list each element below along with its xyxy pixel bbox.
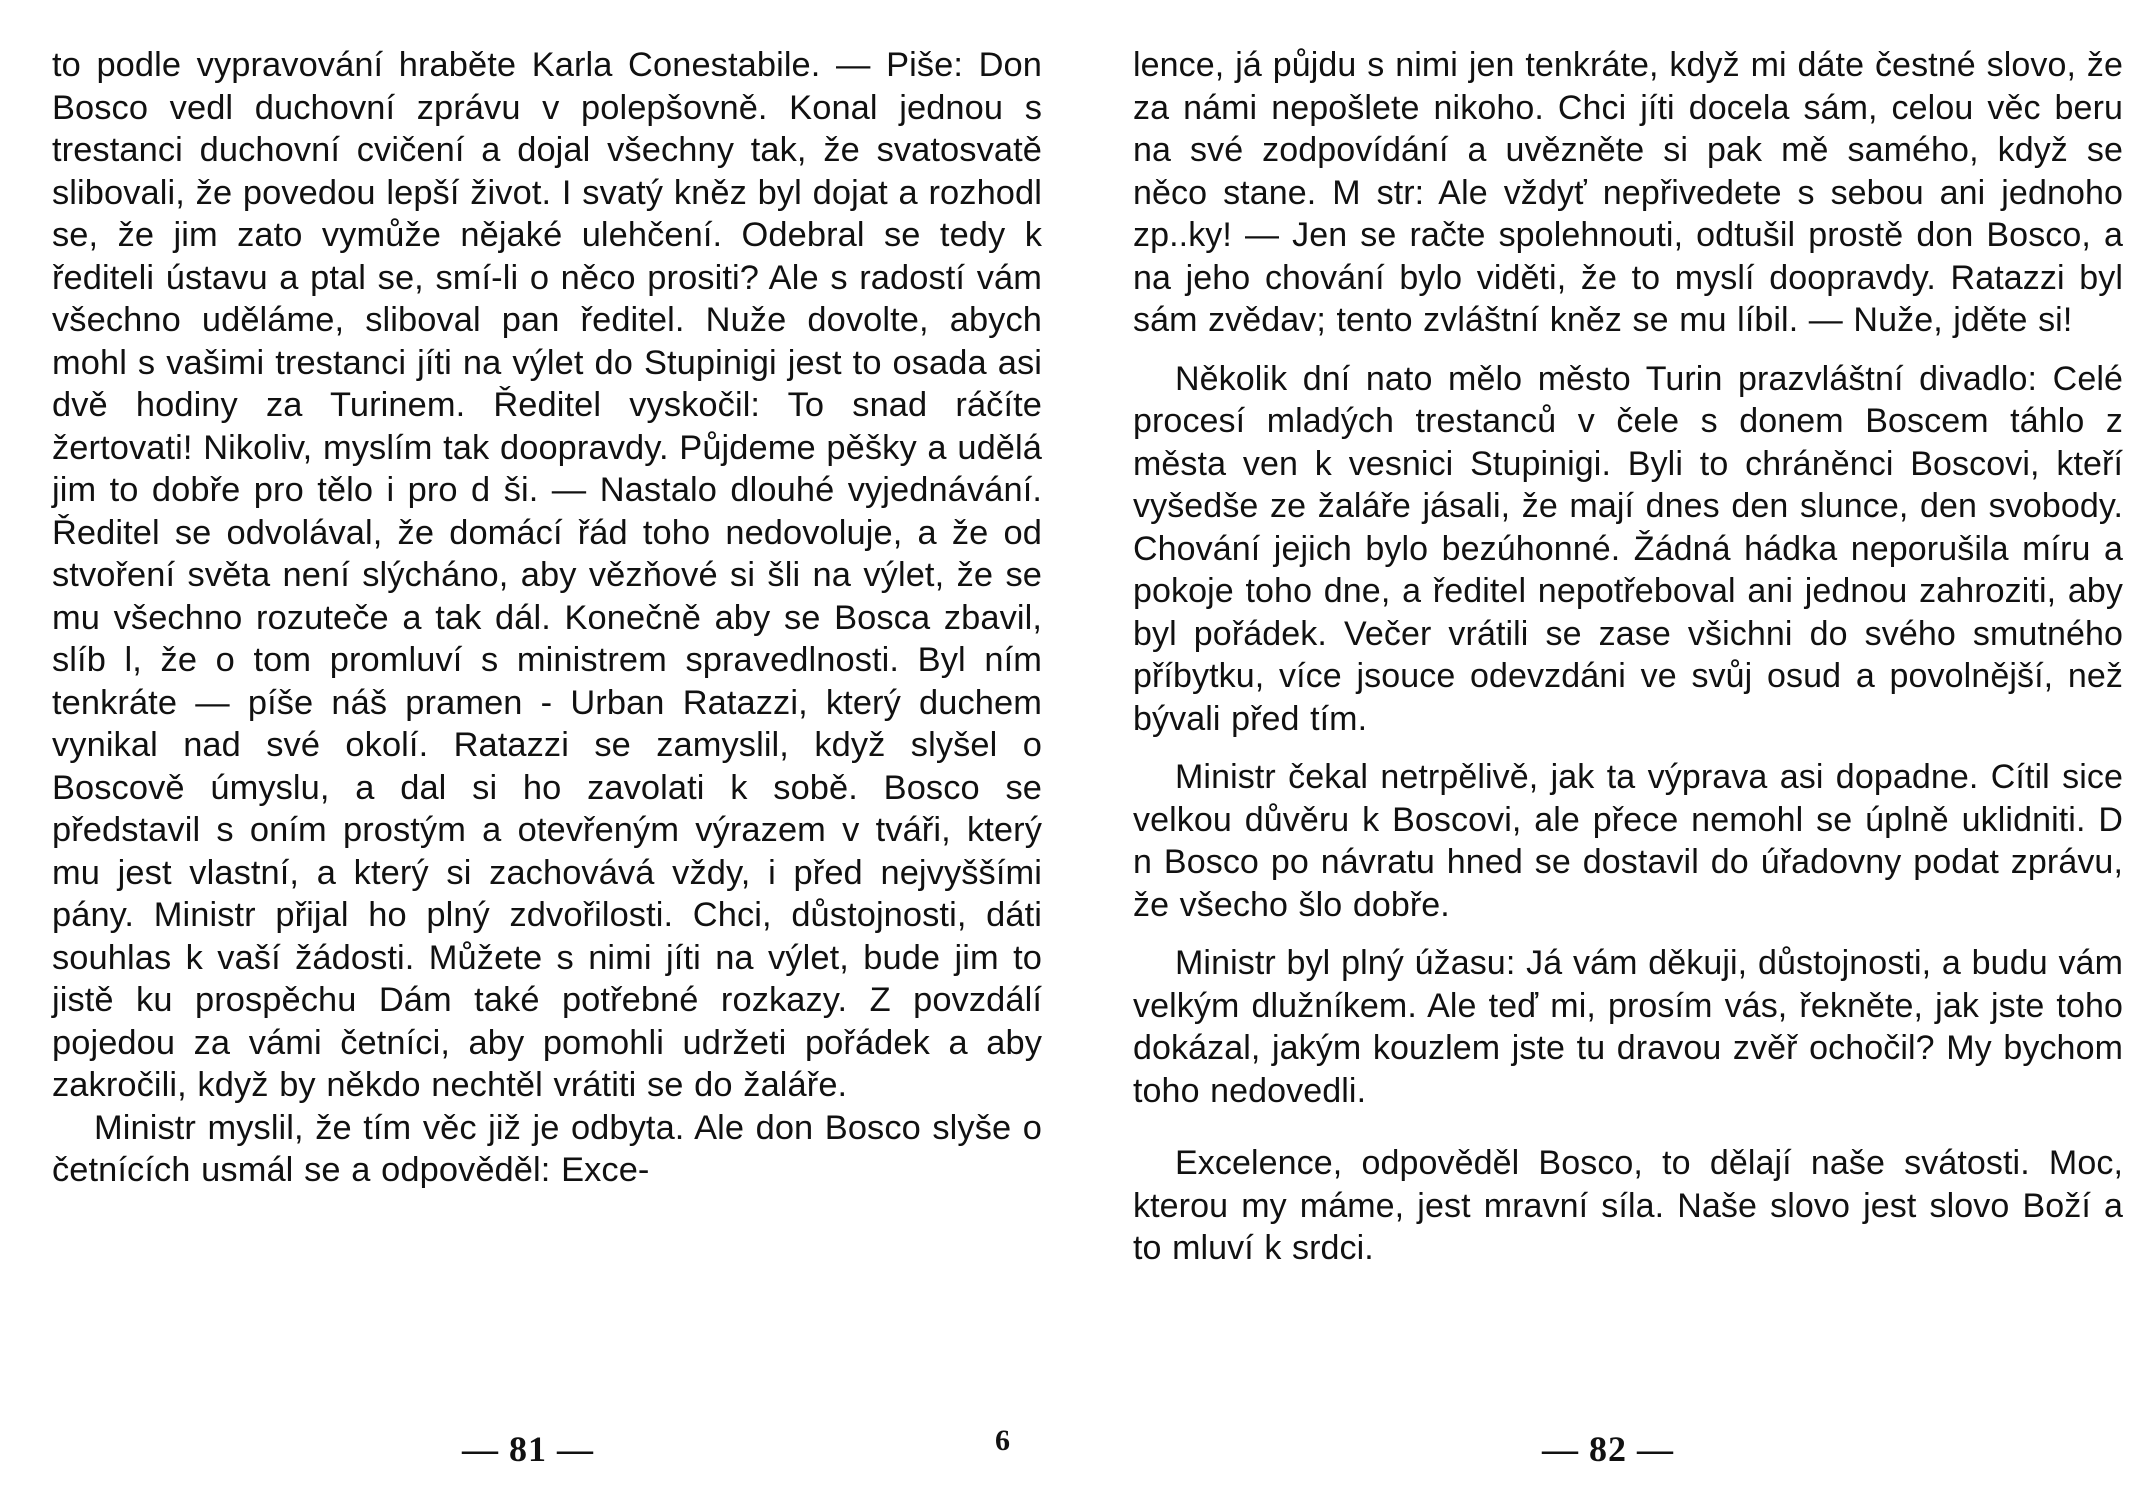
left-page [52, 44, 1042, 1344]
page-number-left: — 81 — [462, 1429, 594, 1469]
right-paragraph-2: Několik dní nato mělo město Turin prazvláštní divadlo: Celé procesí mladých trestanců v čele s donem Boscem táhlo z města ven k vesnici Stupinigi. Byli to chráněnci Boscovi, kteří vyšedše ze žaláře jásali, že mají dnes den slunce, den svobody. Chování jejich bylo bezúhonné. Žádná hádka neporušila míru a pokoje toho dne, a ředitel nepotřeboval ani jednou zahroziti, aby byl pořádek. Večer vrátili se zase všichni do svého smutného příbytku, více jsouce odevzdáni ve svůj osud a povolnější, než bývali před tím. [1133, 359, 2123, 738]
right-paragraph-3: Ministr čekal netrpělivě, jak ta výprava asi dopadne. Cítil sice velkou důvěru k Boscovi, ale přece nemohl se úplně uklidniti. D n Bosco po návratu hned se dostavil do úřadovny podat zprávu, že všecho šlo dobře. [1133, 758, 2123, 924]
right-paragraph-4: Ministr byl plný úžasu: Já vám děkuji, důstojnosti, a budu vám velkým dlužníkem. Ale teď mi, prosím vás, řekněte, jak jste toho dokázal, jakým kouzlem jste tu dravou zvěř ochočil? My bychom toho nedovedli. [1133, 944, 2123, 1110]
right-paragraph-5: Excelence, odpověděl Bosco, to dělají naše svátosti. Moc, kterou my máme, jest mravní síla. Naše slovo jest slovo Boží a to mluví k srdci. [1133, 1144, 2123, 1267]
signature-mark: 6 [995, 1424, 1010, 1457]
left-paragraph-1: to podle vypravování hraběte Karla Conestabile. — Piše: Don Bosco vedl duchovní zprávu v polepšovně. Konal jednou s trestanci duchovní cvičení a dojal všechny tak, že svatosvatě slibovali, že povedou lepší život. I svatý kněz byl dojat a rozhodl se, že jim zato vymůže nějaké ulehčení. Odebral se tedy k řediteli ústavu a ptal se, smí-li o něco prositi? Ale s radostí vám všechno uděláme, sliboval pan ředitel. Nuže dovolte, abych mohl s vašimi trestanci jíti na výlet do Stupinigi jest to osada asi dvě hodiny za Turinem. Ředitel vyskočil: To snad ráčíte žertovati! Nikoliv, myslím tak doopravdy. Půjdeme pěšky a udělá jim to dobře pro tělo i pro d ši. — Nastalo dlouhé vyjednávání. Ředitel se odvolával, že domácí řád toho nedovoluje, a že od stvoření světa není slýcháno, aby vězňové si šli na výlet, že se mu všechno rozuteče a tak dál. Konečně aby se Bosca zbavil, slíb l, že o tom promluví s ministrem spravedlnosti. Byl ním tenkráte — píše náš pramen - Urban Ratazzi, který duchem vynikal nad své okolí. Ratazzi se zamyslil, když slyšel o Boscově úmyslu, a dal si ho zavolati k sobě. Bosco se představil s oním prostým a otevřeným výrazem v tváři, který mu jest vlastní, a který si zachovává vždy, i před nejvyššími pány. Ministr přijal ho plný zdvořilosti. Chci, důstojnosti, dáti souhlas k vaší žádosti. Můžete s nimi jíti na výlet, bude jim to jistě ku prospěchu Dám také potřebné rozkazy. Z povzdálí pojedou za vámi četníci, aby pomohli udržeti pořádek a aby zakročili, když by někdo nechtěl vrátiti se do žaláře. [52, 46, 1042, 1104]
page-number-right: — 82 — [1542, 1429, 1674, 1469]
left-paragraph-2: Ministr myslil, že tím věc již je odbyta. Ale don Bosco slyše o četnících usmál se a odpověděl: Exce- [52, 1108, 1042, 1189]
right-paragraph-1: lence, já půjdu s nimi jen tenkráte, když mi dáte čestné slovo, že za námi nepošlete nikoho. Chci jíti docela sám, celou věc beru na své zodpovídání a uvězněte si pak mě samého, když se něco stane. M str: Ale vždyť nepřivedete s sebou ani jednoho zp..ky! — Jen se račte spolehnouti, odtušil prostě don Bosco, a na jeho chování bylo viděti, že to myslí doopravdy. Ratazzi byl sám zvědav; tento zvláštní kněz se mu líbil. — Nuže, jděte si! [1133, 46, 2123, 339]
right-page [1133, 44, 2123, 1344]
